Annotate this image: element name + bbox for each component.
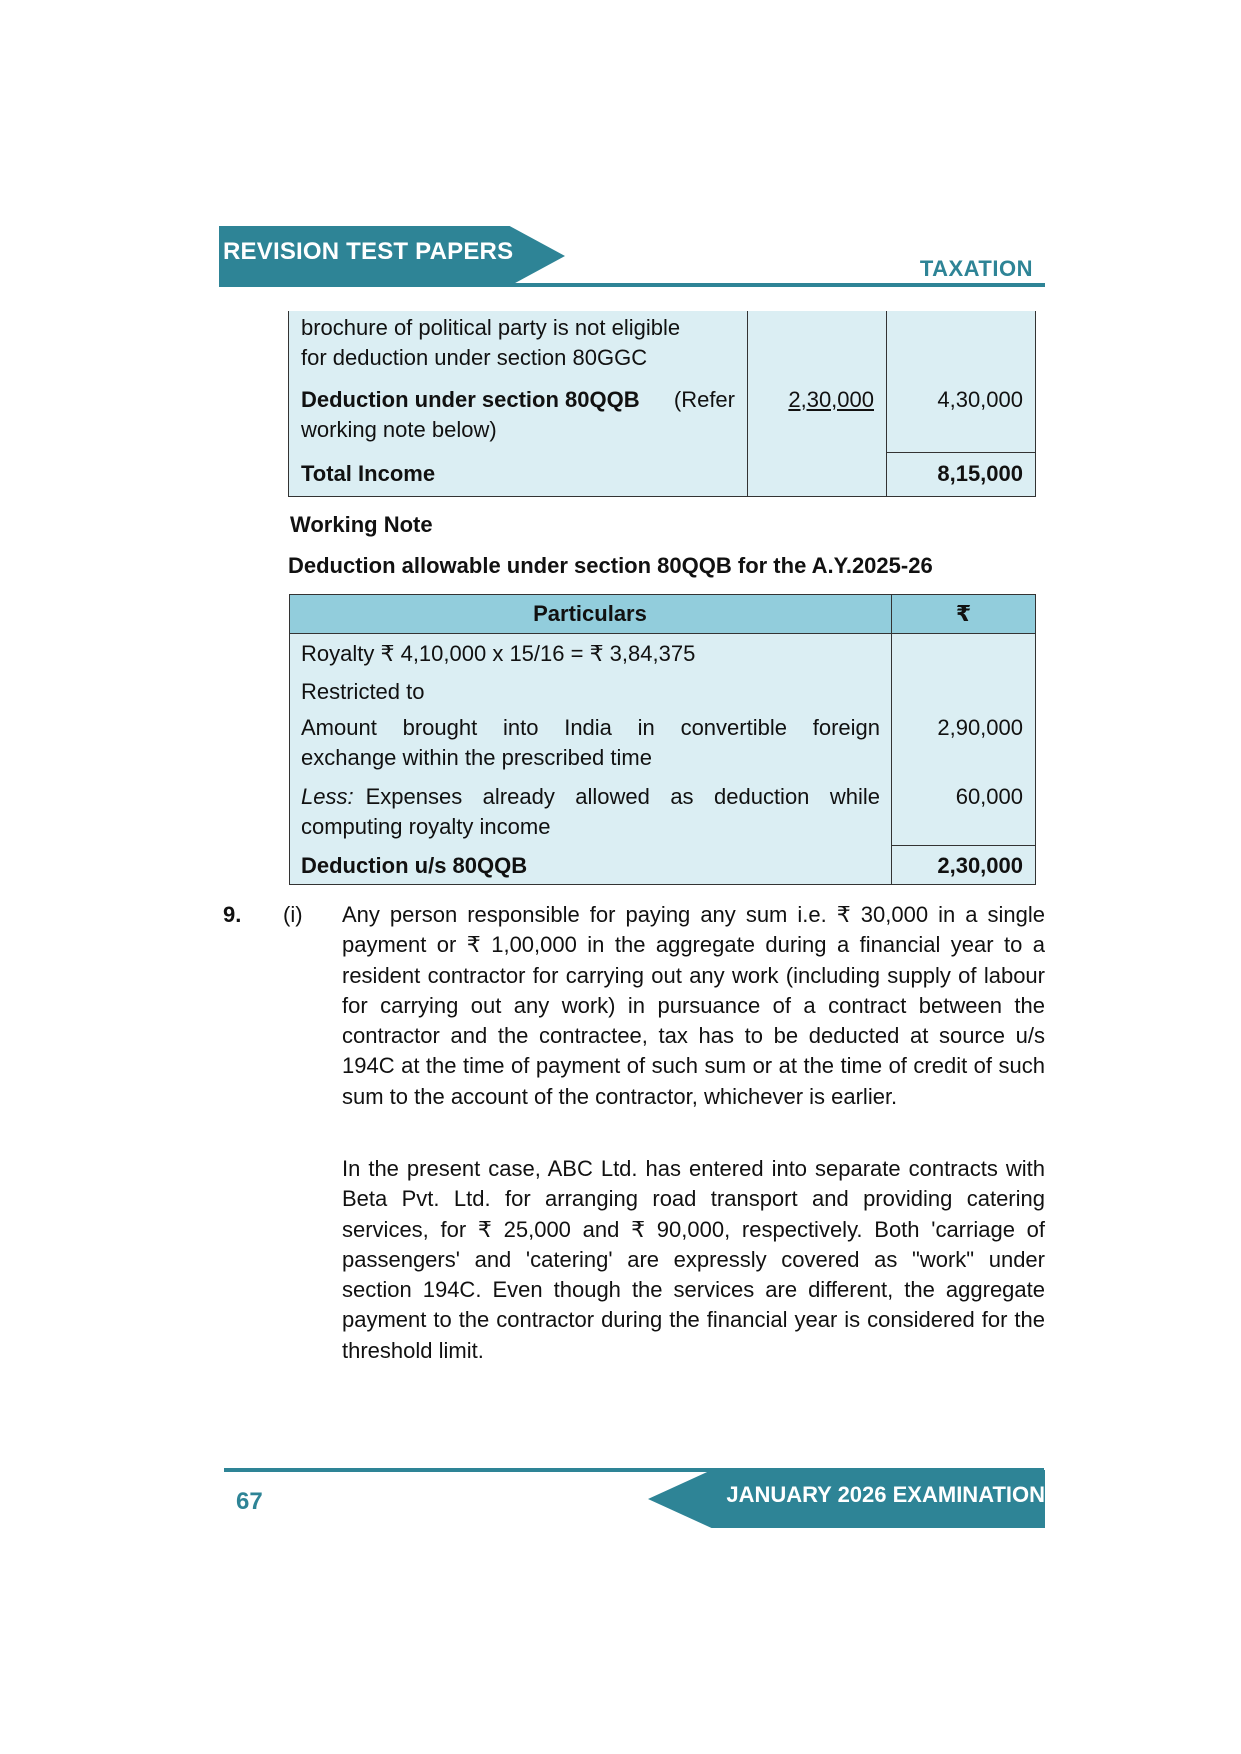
question-paragraph-1: Any person responsible for paying any sum i.e. ₹ 30,000 in a single payment or ₹ 1,00,000 in the aggregate during a financial year to a resident contractor for carrying out any work (including supply of labour for carrying out any work) in pursuance of a contract between the contractor and the contractee, tax has to be deducted at source u/s 194C at the time of payment of such sum or at the time of credit of such sum to the account of the contractor, whichever is earlier. — [342, 902, 1045, 1109]
wn-amount-brought-value: 2,90,000 — [937, 715, 1023, 740]
wn-less-line-1-text: Expenses already allowed as deduction while — [365, 784, 880, 809]
income-row-2-amount: 2,30,000 — [788, 387, 874, 412]
income-col-divider-2 — [886, 311, 887, 497]
income-row-1-line-2: for deduction under section 80GGC — [301, 345, 648, 370]
income-col-divider-1 — [747, 311, 748, 497]
wn-deduction-label: Deduction u/s 80QQB — [301, 853, 528, 878]
income-total-value: 8,15,000 — [937, 461, 1023, 486]
wn-col-particulars: Particulars — [533, 601, 647, 626]
wn-col-rupee: ₹ — [955, 601, 972, 626]
wn-less-line-1 — [301, 782, 880, 812]
income-row-2-bold-label: Deduction under section 80QQB — [301, 387, 640, 412]
header-title: REVISION TEST PAPERS — [223, 238, 514, 265]
wn-deduction-value: 2,30,000 — [937, 853, 1023, 878]
wn-amount-brought-line-1: Amount brought into India in convertible foreign — [301, 715, 880, 740]
income-total-label: Total Income — [301, 461, 436, 486]
working-note-heading: Working Note — [290, 512, 433, 537]
header-rule — [219, 283, 1045, 287]
wn-less-line-2: computing royalty income — [301, 814, 551, 839]
wn-col-divider — [891, 594, 892, 885]
wn-total-rule — [891, 845, 1036, 846]
wn-less-label: Less: — [301, 784, 354, 809]
income-row-2-line-1 — [301, 385, 735, 415]
wn-less-value: 60,000 — [955, 784, 1023, 809]
income-row-2-line-2: working note below) — [301, 417, 497, 442]
working-note-subheading: Deduction allowable under section 80QQB for the A.Y.2025-26 — [288, 553, 933, 578]
income-row-2-total: 4,30,000 — [937, 387, 1023, 412]
question-sub-number: (i) — [283, 902, 303, 927]
question-number: 9. — [223, 902, 242, 927]
question-paragraph-2: In the present case, ABC Ltd. has entered into separate contracts with Beta Pvt. Ltd. for arranging road transport and providing catering services, for ₹ 25,000 and ₹ 90,000, respectively. Both 'carriage of passengers' and 'catering' are expressly covered as "work" under section 194C. Even though the services are different, the aggregate payment to the contractor during the financial year is considered for the threshold limit. — [342, 1156, 1045, 1363]
footer-page-number: 67 — [236, 1488, 263, 1515]
footer-exam-label: JANUARY 2026 EXAMINATION — [726, 1482, 1045, 1507]
header-subject: TAXATION — [919, 256, 1033, 281]
income-row-2-refer: (Refer — [673, 387, 735, 412]
wn-royalty-line: Royalty ₹ 4,10,000 x 15/16 = ₹ 3,84,375 — [301, 641, 696, 666]
wn-amount-brought-line-2: exchange within the prescribed time — [301, 745, 652, 770]
income-total-rule — [886, 452, 1036, 453]
wn-restricted-to: Restricted to — [301, 679, 425, 704]
income-row-1-line-1: brochure of political party is not eligible — [301, 315, 681, 340]
